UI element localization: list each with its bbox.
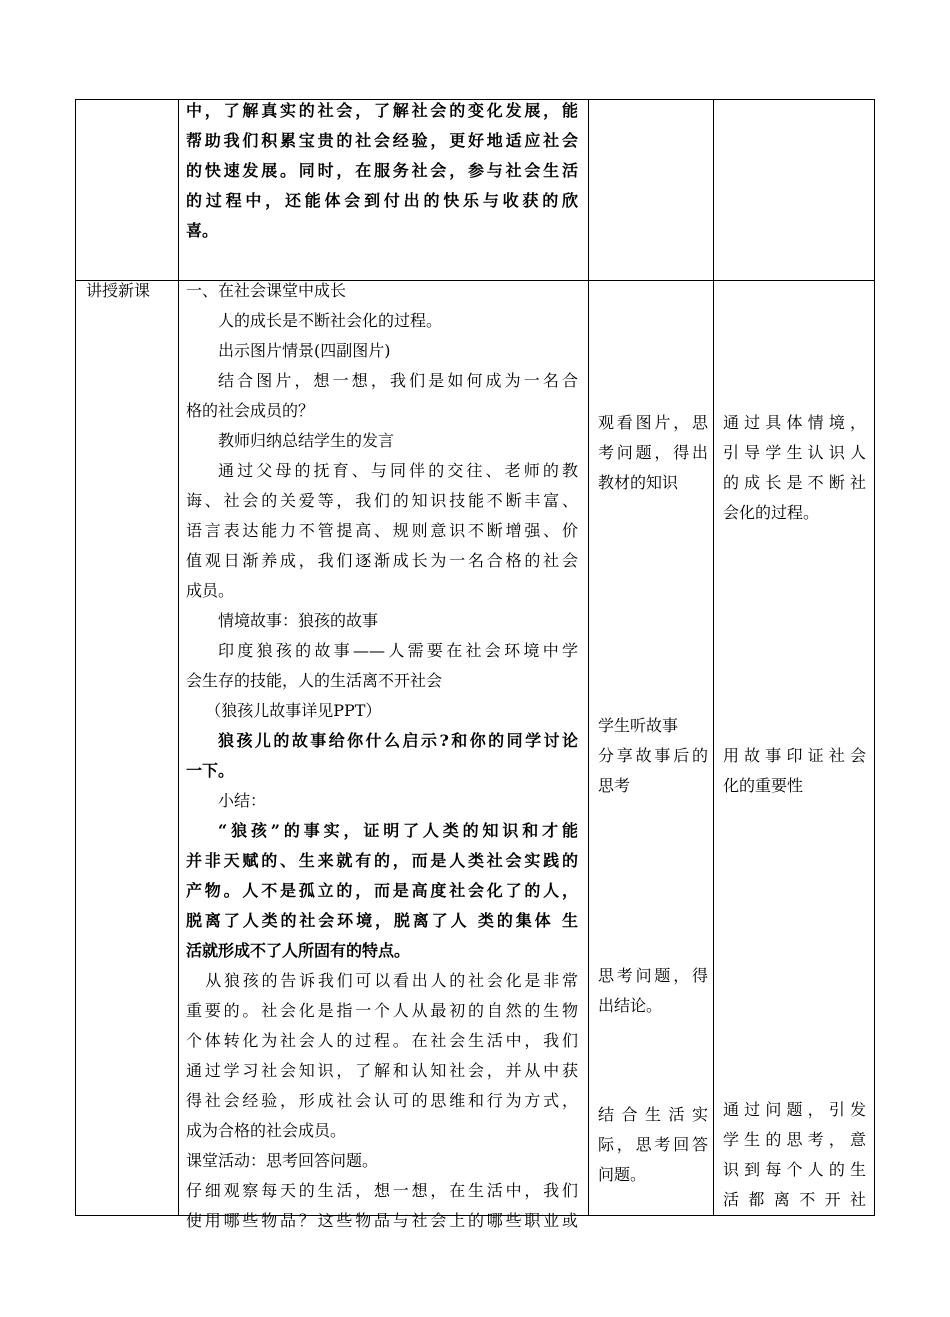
text-line: 化的重要性: [723, 776, 804, 795]
row1-content-cell: [186, 96, 578, 246]
row2-label-cell: [86, 276, 176, 306]
row2-content-cell: [186, 276, 578, 1236]
text-line: 从狼孩的告诉我们可以看出人的社会化是非常: [205, 971, 578, 990]
design-purpose-block-2: [723, 741, 866, 801]
text-line: 的过程中，还能体会到付出的快乐与收获的欣: [186, 191, 578, 210]
text-line: 通过具体情境，: [723, 413, 866, 432]
text-line: 重要的。社会化是指一个人从最初的自然的生物: [186, 1001, 578, 1020]
text-line: 通过父母的抚育、与同伴的交往、老师的教: [218, 461, 578, 480]
text-line: 得社会经验，形成社会认可的思维和行为方式，: [186, 1091, 578, 1110]
text-line: 出示图片情景(四副图片): [218, 341, 391, 360]
text-line: 学生听故事: [598, 716, 679, 735]
text-line: 值观日渐养成，我们逐渐成长为一名合格的社会: [186, 551, 578, 570]
text-line: 思考问题，得: [598, 966, 708, 985]
text-line: 会化的过程。: [723, 503, 820, 522]
text-line: 活都离不开社: [723, 1190, 866, 1209]
text-line: 成员。: [186, 581, 235, 600]
text-line: 一下。: [186, 761, 235, 780]
text-line: 引导学生认识人: [723, 443, 866, 462]
table-border-right: [874, 99, 875, 1216]
student-activity-block-3: [598, 961, 708, 1021]
text-line: 的快速发展。同时，在服务社会，参与社会生活: [186, 161, 578, 180]
text-line: 个体转化为社会人的过程。在社会生活中，我们: [186, 1031, 578, 1050]
student-activity-block-2: [598, 711, 708, 801]
section-heading: 一、在社会课堂中成长: [186, 281, 347, 300]
text-line: 并非天赋的、生来就有的，而是人类社会实践的: [186, 851, 578, 870]
design-purpose-block-1: [723, 408, 866, 528]
text-line: 活就形成不了人所固有的特点。: [186, 941, 411, 960]
text-line: 仔细观察每天的生活，想一想，在生活中，我们: [186, 1181, 578, 1200]
text-line: 出结论。: [598, 996, 663, 1015]
design-purpose-block-3: [723, 1095, 866, 1215]
text-line: 语言表达能力不管提高、规则意识不断增强、价: [186, 521, 578, 540]
text-line: 帮助我们积累宝贵的社会经验，更好地适应社会: [186, 131, 578, 150]
text-line: 成为合格的社会成员。: [186, 1121, 347, 1140]
text-line: 考问题，得出: [598, 443, 708, 462]
table-border-left: [75, 99, 76, 1216]
text-line: 观看图片，思: [598, 413, 708, 432]
section-label: 讲授新课: [86, 281, 151, 300]
text-line: 中，了解真实的社会，了解社会的变化发展，能: [186, 101, 578, 120]
student-activity-block-4: [598, 1100, 708, 1190]
text-line: 问题。: [598, 1165, 647, 1184]
text-line: 人的成长是不断社会化的过程。: [218, 311, 443, 330]
text-line: 的成长是不断社: [723, 473, 866, 492]
text-line: 学生的思考，意: [723, 1130, 866, 1149]
text-line: 结合生活实: [598, 1105, 708, 1124]
text-line: 际，思考回答: [598, 1135, 708, 1154]
table-column-divider-1: [178, 99, 179, 1216]
student-activity-block-1: [598, 408, 708, 498]
text-line: （狼孩儿故事详见PPT）: [205, 701, 382, 720]
text-line: 诲、社会的关爱等，我们的知识技能不断丰富、: [186, 491, 578, 510]
text-line: 通过问题，引发: [723, 1100, 866, 1119]
text-line: 教材的知识: [598, 473, 679, 492]
text-line: 印度狼孩的故事——人需要在社会环境中学: [218, 641, 578, 660]
text-line: 课堂活动：思考回答问题。: [186, 1151, 379, 1170]
text-line: 结合图片，想一想，我们是如何成为一名合: [218, 371, 578, 390]
text-line: 会生存的技能，人的生活离不开社会: [186, 671, 443, 690]
text-line: 使用哪些物品？这些物品与社会上的哪些职业或: [186, 1211, 578, 1230]
text-line: 格的社会成员的？: [186, 401, 315, 420]
text-line: 脱离了人类的社会环境，脱离了人 类的集体 生: [186, 911, 578, 930]
text-line: 通过学习社会知识，了解和认知社会，并从中获: [186, 1061, 578, 1080]
text-line: 狼孩儿的故事给你什么启示?和你的同学讨论: [218, 731, 578, 750]
text-line: 用故事印证社会: [723, 746, 866, 765]
table-column-divider-2: [588, 99, 589, 1216]
text-line: “狼孩”的事实，证明了人类的知识和才能: [218, 821, 578, 840]
text-line: 思考: [598, 776, 631, 795]
text-line: 小结：: [218, 791, 267, 810]
text-line: 情境故事：狼孩的故事: [218, 611, 379, 630]
text-line: 识到每个人的生: [723, 1160, 866, 1179]
table-column-divider-3: [713, 99, 714, 1216]
text-line: 分享故事后的: [598, 746, 708, 765]
text-line: 教师归纳总结学生的发言: [218, 431, 395, 450]
text-line: 产物。人不是孤立的，而是高度社会化了的人，: [186, 881, 578, 900]
text-line: 喜。: [186, 221, 219, 240]
